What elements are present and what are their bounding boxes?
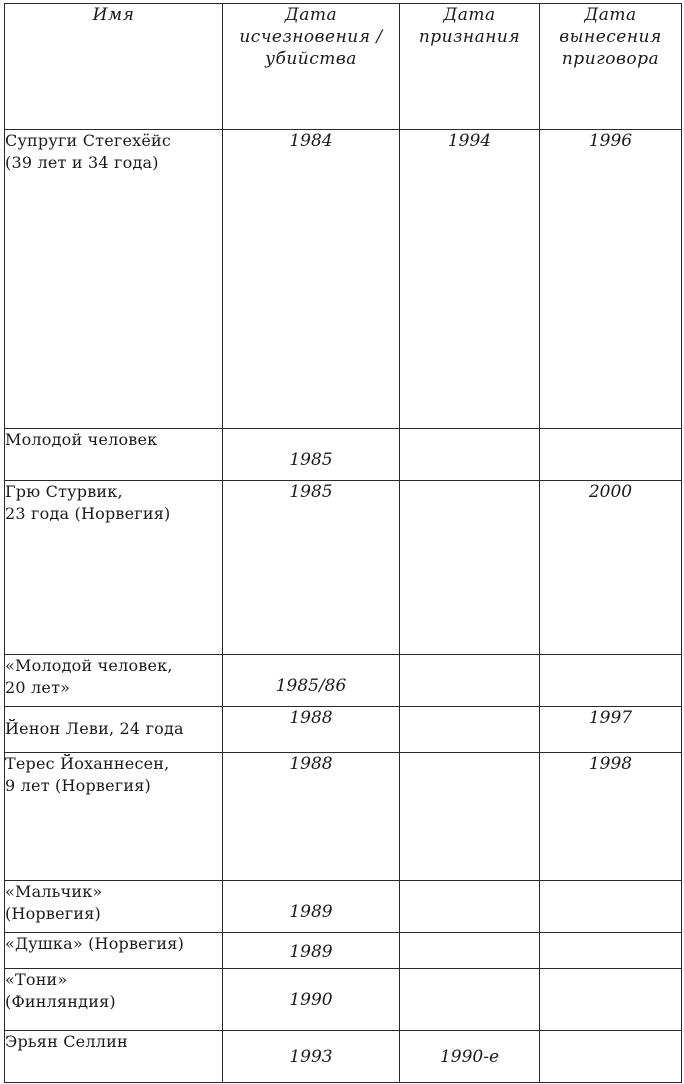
table-row xyxy=(5,881,682,933)
cell-name: Терес Йоханнесен, 9 лет (Норвегия) xyxy=(5,753,223,881)
table-row xyxy=(5,429,682,481)
cell-confession xyxy=(400,655,540,707)
cell-name: Молодой человек xyxy=(5,429,223,481)
header-disappearance-date: Дата исчезновения / убийства xyxy=(223,4,400,130)
header-name: Имя xyxy=(5,4,223,130)
cell-confession: 1990-е xyxy=(400,1031,540,1083)
cell-sentence xyxy=(540,655,682,707)
table-row xyxy=(5,969,682,1031)
cell-disappearance: 1988 xyxy=(223,753,400,881)
cell-confession xyxy=(400,969,540,1031)
cell-sentence xyxy=(540,933,682,969)
cell-name: «Мальчик» (Норвегия) xyxy=(5,881,223,933)
cell-name: Йенон Леви, 24 года xyxy=(5,707,223,753)
cases-table xyxy=(4,3,682,1083)
cell-confession xyxy=(400,481,540,655)
cell-disappearance: 1985 xyxy=(223,429,400,481)
table-row xyxy=(5,753,682,881)
cell-name: Грю Стурвик, 23 года (Норвегия) xyxy=(5,481,223,655)
cell-name: Эрьян Селлин xyxy=(5,1031,223,1083)
cell-name: «Душка» (Норвегия) xyxy=(5,933,223,969)
table-row xyxy=(5,655,682,707)
cell-confession: 1994 xyxy=(400,130,540,429)
cell-confession xyxy=(400,429,540,481)
table-row xyxy=(5,130,682,429)
cell-disappearance: 1988 xyxy=(223,707,400,753)
header-sentence-date: Дата вынесения приговора xyxy=(540,4,682,130)
cell-sentence: 1996 xyxy=(540,130,682,429)
cell-name: «Тони» (Финляндия) xyxy=(5,969,223,1031)
cell-confession xyxy=(400,881,540,933)
cell-disappearance: 1989 xyxy=(223,933,400,969)
cell-confession xyxy=(400,707,540,753)
cell-disappearance: 1985 xyxy=(223,481,400,655)
table-row xyxy=(5,707,682,753)
cell-sentence: 2000 xyxy=(540,481,682,655)
cell-sentence xyxy=(540,969,682,1031)
cell-sentence xyxy=(540,881,682,933)
cell-disappearance: 1993 xyxy=(223,1031,400,1083)
cell-disappearance: 1985/86 xyxy=(223,655,400,707)
table-row xyxy=(5,1031,682,1083)
cell-name: «Молодой человек, 20 лет» xyxy=(5,655,223,707)
table-row xyxy=(5,933,682,969)
cell-disappearance: 1990 xyxy=(223,969,400,1031)
cell-confession xyxy=(400,933,540,969)
cell-sentence: 1997 xyxy=(540,707,682,753)
cell-sentence: 1998 xyxy=(540,753,682,881)
header-confession-date: Дата признания xyxy=(400,4,540,130)
cell-disappearance: 1984 xyxy=(223,130,400,429)
header-row xyxy=(5,4,682,130)
cell-confession xyxy=(400,753,540,881)
cell-sentence xyxy=(540,1031,682,1083)
cell-disappearance: 1989 xyxy=(223,881,400,933)
cell-sentence xyxy=(540,429,682,481)
table-row xyxy=(5,481,682,655)
cell-name: Супруги Стегехёйс (39 лет и 34 года) xyxy=(5,130,223,429)
